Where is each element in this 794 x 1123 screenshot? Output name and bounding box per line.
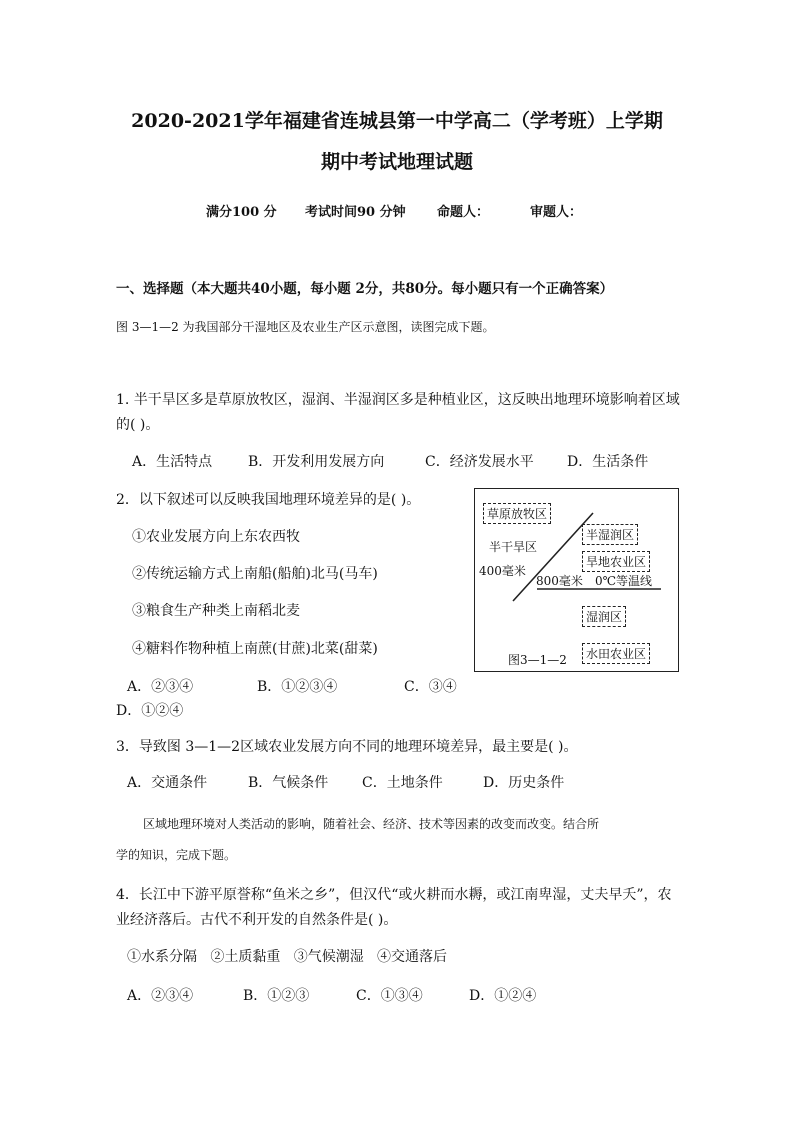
reviewer-label: 审题人： bbox=[530, 205, 583, 220]
figure-3-1-2 bbox=[474, 488, 679, 672]
q2-stem: 2．以下叙述可以反映我国地理环境差异的是( )。 bbox=[116, 492, 421, 508]
q3-stem: 3．导致图 3—1—2区域农业发展方向不同的地理环境差异，最主要是( )。 bbox=[116, 739, 578, 755]
passage-line-2: 学的知识，完成下题。 bbox=[116, 848, 237, 862]
q4-option-b[interactable]: B．①②③ bbox=[243, 988, 310, 1004]
humid-box: 湿润区 bbox=[582, 606, 626, 627]
q2-option-d[interactable]: D．①②④ bbox=[116, 703, 184, 719]
passage-line-1: 区域地理环境对人类活动的影响，随着社会、经济、技术等因素的改变而改变。结合所 bbox=[143, 817, 600, 831]
q2-option-b[interactable]: B．①②③④ bbox=[257, 679, 338, 695]
full-score: 满分100 分 bbox=[206, 205, 277, 220]
q3-option-d[interactable]: D．历史条件 bbox=[483, 775, 565, 791]
q4-option-a[interactable]: A．②③④ bbox=[127, 988, 194, 1004]
figure-caption: 图3—1—2 bbox=[508, 653, 567, 667]
q4-option-c[interactable]: C．①③④ bbox=[356, 988, 423, 1004]
setter-label: 命题人： bbox=[437, 205, 490, 220]
q3-option-a[interactable]: A．交通条件 bbox=[127, 775, 208, 791]
isotherm-label: 0℃等温线 bbox=[595, 574, 653, 588]
q4-items: ①水系分隔 ②土质黏重 ③气候潮湿 ④交通落后 bbox=[127, 949, 448, 965]
q2-item-2: ②传统运输方式上南船(船舶)北马(马车) bbox=[132, 566, 378, 582]
q3-option-c[interactable]: C．土地条件 bbox=[362, 775, 443, 791]
paddy-farm-box: 水田农业区 bbox=[582, 643, 650, 664]
dry-farm-box: 旱地农业区 bbox=[582, 551, 650, 572]
q2-item-1: ①农业发展方向上东农西牧 bbox=[132, 529, 300, 545]
q2-item-3: ③粮食生产种类上南稻北麦 bbox=[132, 603, 300, 619]
grassland-zone-box: 草原放牧区 bbox=[483, 503, 551, 524]
q1-option-a[interactable]: A．生活特点 bbox=[132, 454, 213, 470]
q2-option-a[interactable]: A．②③④ bbox=[127, 679, 194, 695]
q1-option-d[interactable]: D．生活条件 bbox=[567, 454, 649, 470]
section-intro: 图 3—1—2 为我国部分干湿地区及农业生产区示意图，读图完成下题。 bbox=[116, 320, 495, 334]
q4-stem-line-1: 4．长江中下游平原誉称“鱼米之乡”，但汉代“或火耕而水耨，或江南卑湿，丈夫早夭”，农 bbox=[116, 887, 672, 903]
q3-option-b[interactable]: B．气候条件 bbox=[248, 775, 329, 791]
q4-option-d[interactable]: D．①②④ bbox=[469, 988, 537, 1004]
title-line-1: 2020-2021学年福建省连城县第一中学高二（学考班）上学期 bbox=[131, 110, 663, 132]
q1-option-c[interactable]: C．经济发展水平 bbox=[425, 454, 534, 470]
exam-time: 考试时间90 分钟 bbox=[305, 205, 406, 220]
q1-option-b[interactable]: B．开发利用发展方向 bbox=[248, 454, 385, 470]
isohyet-400-label: 400毫米 bbox=[479, 564, 526, 578]
q4-stem-line-2: 业经济落后。古代不利开发的自然条件是( )。 bbox=[116, 912, 398, 928]
q1-stem-line-1: 1. 半干旱区多是草原放牧区，湿润、半湿润区多是种植业区，这反映出地理环境影响着区域 bbox=[116, 392, 680, 408]
section-heading: 一、选择题（本大题共40小题，每小题 2分，共80分。每小题只有一个正确答案） bbox=[116, 281, 614, 297]
title-line-2: 期中考试地理试题 bbox=[320, 151, 473, 173]
semi-humid-box: 半湿润区 bbox=[582, 524, 638, 545]
semi-arid-label: 半干旱区 bbox=[489, 540, 538, 554]
isohyet-800-label: 800毫米 bbox=[536, 574, 583, 588]
q1-stem-line-2: 的( )。 bbox=[116, 417, 160, 433]
q2-item-4: ④糖料作物种植上南蔗(甘蔗)北菜(甜菜) bbox=[132, 641, 378, 657]
q2-option-c[interactable]: C．③④ bbox=[404, 679, 457, 695]
